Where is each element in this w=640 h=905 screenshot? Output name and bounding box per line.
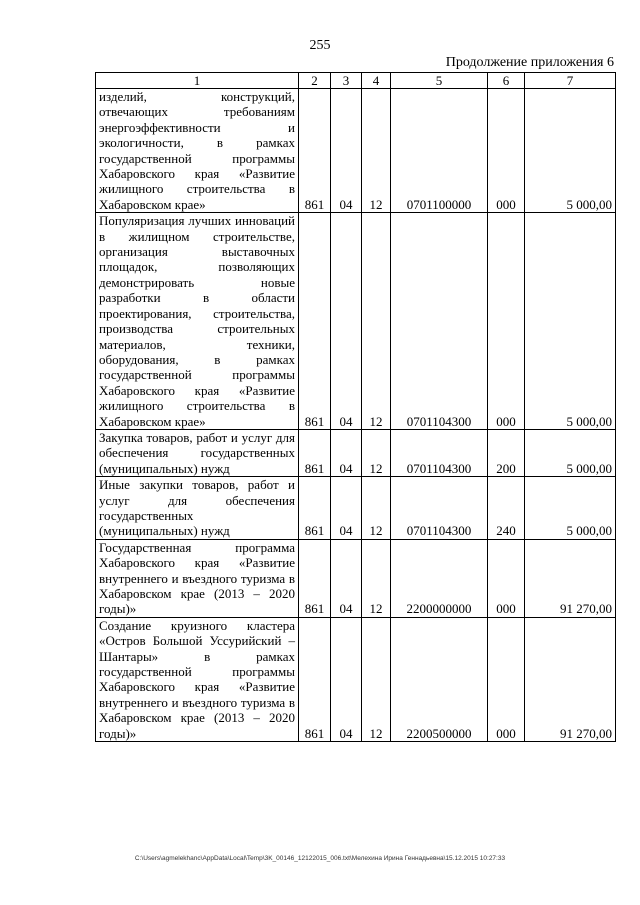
row-description: Иные закупки товаров, работ и услуг для обеспечения государственных (муниципальных) нужд <box>96 477 299 540</box>
cell-section-code: 04 <box>331 477 362 540</box>
cell-grbs-code: 861 <box>299 617 331 741</box>
row-description: Создание круизного кластера «Остров Большой Уссурийский – Шантары» в рамках государственной программы Хабаровского края «Развитие внутреннего и въездного туризма в Хабаровском крае (2013 – 2020 годы)» <box>96 617 299 741</box>
table-row <box>96 213 616 430</box>
cell-subsection-code: 12 <box>362 539 391 617</box>
appendix-continuation-label: Продолжение приложения 6 <box>445 55 614 70</box>
cell-subsection-code: 12 <box>362 617 391 741</box>
column-header: 2 <box>299 73 331 89</box>
row-description: Закупка товаров, работ и услуг для обеспечения государственных (муниципальных) нужд <box>96 429 299 476</box>
table-row <box>96 89 616 213</box>
cell-grbs-code: 861 <box>299 89 331 213</box>
cell-grbs-code: 861 <box>299 429 331 476</box>
cell-grbs-code: 861 <box>299 477 331 540</box>
cell-subsection-code: 12 <box>362 213 391 430</box>
table-row <box>96 617 616 741</box>
cell-expense-type: 000 <box>488 539 525 617</box>
row-description: Государственная программа Хабаровского края «Развитие внутреннего и въездного туризма в Хабаровском крае (2013 – 2020 годы)» <box>96 539 299 617</box>
row-description: изделий, конструкций, отвечающих требованиям энергоэффективности и экологичности, в рамках государственной программы Хабаровского края «Развитие жилищного строительства в Хабаровском крае» <box>96 89 299 213</box>
cell-target-article: 2200000000 <box>391 539 488 617</box>
cell-expense-type: 200 <box>488 429 525 476</box>
file-path-footer: C:\Users\agmelekhanc\AppData\Local\Temp\3K_00146_12122015_006.txt\Мелехина Ирина Геннадьевна\15.12.2015 10:27:33 <box>134 855 506 862</box>
row-description: Популяризация лучших инноваций в жилищном строительстве, организация выставочных площадок, позволяющих демонстрировать новые разработки в области проектирования, строительства, производства строительных материалов, техники, оборудования, в рамках государственной программы Хабаровского края «Развитие жилищного строительства в Хабаровском крае» <box>96 213 299 430</box>
cell-section-code: 04 <box>331 213 362 430</box>
cell-target-article: 0701100000 <box>391 89 488 213</box>
column-header: 4 <box>362 73 391 89</box>
cell-target-article: 0701104300 <box>391 213 488 430</box>
cell-section-code: 04 <box>331 539 362 617</box>
cell-grbs-code: 861 <box>299 539 331 617</box>
cell-grbs-code: 861 <box>299 213 331 430</box>
cell-target-article: 0701104300 <box>391 477 488 540</box>
cell-section-code: 04 <box>331 617 362 741</box>
cell-amount: 5 000,00 <box>525 429 616 476</box>
cell-amount: 91 270,00 <box>525 539 616 617</box>
cell-amount: 5 000,00 <box>525 89 616 213</box>
column-header: 7 <box>525 73 616 89</box>
cell-amount: 91 270,00 <box>525 617 616 741</box>
cell-amount: 5 000,00 <box>525 213 616 430</box>
cell-target-article: 2200500000 <box>391 617 488 741</box>
budget-table <box>95 72 616 742</box>
page-number: 255 <box>309 38 331 53</box>
cell-subsection-code: 12 <box>362 477 391 540</box>
table-row <box>96 477 616 540</box>
column-header: 1 <box>96 73 299 89</box>
table-row <box>96 539 616 617</box>
cell-section-code: 04 <box>331 89 362 213</box>
table-header-row <box>96 73 616 89</box>
column-header: 6 <box>488 73 525 89</box>
column-header: 3 <box>331 73 362 89</box>
cell-expense-type: 000 <box>488 89 525 213</box>
cell-subsection-code: 12 <box>362 429 391 476</box>
cell-target-article: 0701104300 <box>391 429 488 476</box>
cell-expense-type: 000 <box>488 213 525 430</box>
cell-expense-type: 240 <box>488 477 525 540</box>
table-row <box>96 429 616 476</box>
cell-subsection-code: 12 <box>362 89 391 213</box>
cell-expense-type: 000 <box>488 617 525 741</box>
cell-section-code: 04 <box>331 429 362 476</box>
cell-amount: 5 000,00 <box>525 477 616 540</box>
column-header: 5 <box>391 73 488 89</box>
